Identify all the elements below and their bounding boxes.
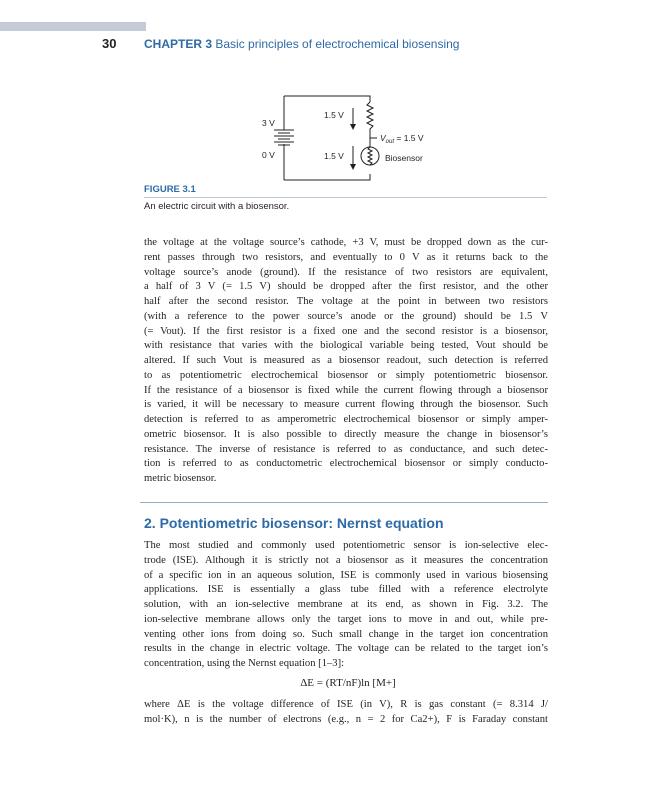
label-drop-1: 1.5 V [324, 110, 344, 120]
body-line: half after the second resistor. The voltage at the point in between two resistors [144, 296, 548, 307]
body-line: detection is referred to as amperometric electrochemical biosensor or simply amper- [144, 414, 548, 425]
section-line: concentration, using the Nernst equation [1–3]: [144, 658, 345, 669]
figure-rule [144, 197, 547, 198]
section-line: trode (ISE). Although it is strictly not a biosensor as it measures the concentration [144, 554, 548, 566]
section-heading [144, 515, 444, 531]
body-line: resistance. The inverse of resistance is referred to as conductance, and such detec- [144, 443, 548, 455]
after-equation-paragraph [144, 698, 548, 728]
body-line: to as potentiometric electrochemical biosensor or simply potentiometric biosensor. [144, 369, 548, 381]
section-title: Potentiometric biosensor: Nernst equation [159, 515, 444, 531]
nernst-equation [0, 677, 648, 689]
body-paragraph [144, 236, 548, 487]
body-line: (with a reference to the power source’s anode or the ground) should be 1.5 V [144, 310, 548, 322]
equation-text: ΔE = (RT/nF)ln [M+] [300, 677, 396, 689]
section-paragraph [144, 539, 548, 672]
body-line: with resistance that varies with the biological variable being tested, Vout should be [144, 340, 548, 352]
section-rule [140, 502, 548, 503]
chapter-label: CHAPTER 3 [144, 37, 213, 51]
section-line: ion-selective membrane allows only the target ions to move in and out, while pre- [144, 613, 548, 625]
section-line: The most studied and commonly used potentiometric sensor is ion-selective elec- [144, 540, 548, 551]
chapter-title: Basic principles of electrochemical biosensing [215, 37, 460, 51]
label-0v: 0 V [262, 150, 275, 160]
circuit-diagram [240, 88, 460, 188]
section-line: venting other ions from doing so. Such small change in the target ion concentration [144, 628, 548, 640]
section-line: of a specific ion in an aqueous solution, ISE is commonly used in various biosensing [144, 569, 548, 581]
section-line: applications. ISE is essentially a glass tube filled with a reference electrolyte [144, 584, 548, 596]
body-line: If the resistance of a biosensor is fixed while the current flowing through a biosensor [144, 384, 548, 396]
figure-caption: An electric circuit with a biosensor. [144, 201, 290, 212]
body-line: a half of 3 V (= 1.5 V) should be dropped after the first resistor, and the other [144, 281, 548, 293]
figure-label: FIGURE 3.1 [144, 184, 196, 195]
body-line: rent passes through two resistors, and eventually to 0 V as it returns back to the [144, 251, 548, 263]
label-vout: $V_{out} = 1.5$ V [380, 133, 424, 145]
body-line: voltage source’s anode (ground). If the resistance of two resistors are equivalent, [144, 266, 548, 278]
body-line: the voltage at the voltage source’s cathode, +3 V, must be dropped down as the cur- [144, 237, 548, 248]
running-header [144, 37, 459, 51]
section-number: 2. [144, 515, 156, 531]
after-eq-line: mol·K), n is the number of electrons (e.g., n = 2 for Ca2+), F is Faraday constant [144, 713, 548, 725]
body-line: metric biosensor. [144, 473, 217, 484]
section-line: solution, with an ion-selective membrane at its end, as shown in Fig. 3.2. The [144, 599, 548, 610]
body-line: tion is referred to as conductometric electrochemical biosensor or simply conducto- [144, 458, 548, 470]
body-line: ometric biosensor. It is also possible to directly measure the change in biosensor’s [144, 428, 548, 440]
after-eq-line: where ΔE is the voltage difference of ISE (in V), R is gas constant (= 8.314 J/ [144, 699, 548, 710]
page-number: 30 [102, 36, 117, 51]
body-line: altered. If such Vout is measured as a biosensor readout, such detection is referred [144, 355, 548, 366]
body-line: (= Vout). If the first resistor is a fixed one and the second resistor is a biosensor, [144, 325, 548, 337]
label-biosensor: Biosensor [385, 153, 423, 163]
label-3v: 3 V [262, 118, 275, 128]
label-drop-2: 1.5 V [324, 151, 344, 161]
header-color-bar [0, 22, 146, 31]
body-line: is varied, it will be necessary to measure current flowing through the biosensor. Such [144, 399, 548, 411]
section-line: results in the change in electric voltage. The voltage can be related to the target ion’s [144, 643, 548, 655]
